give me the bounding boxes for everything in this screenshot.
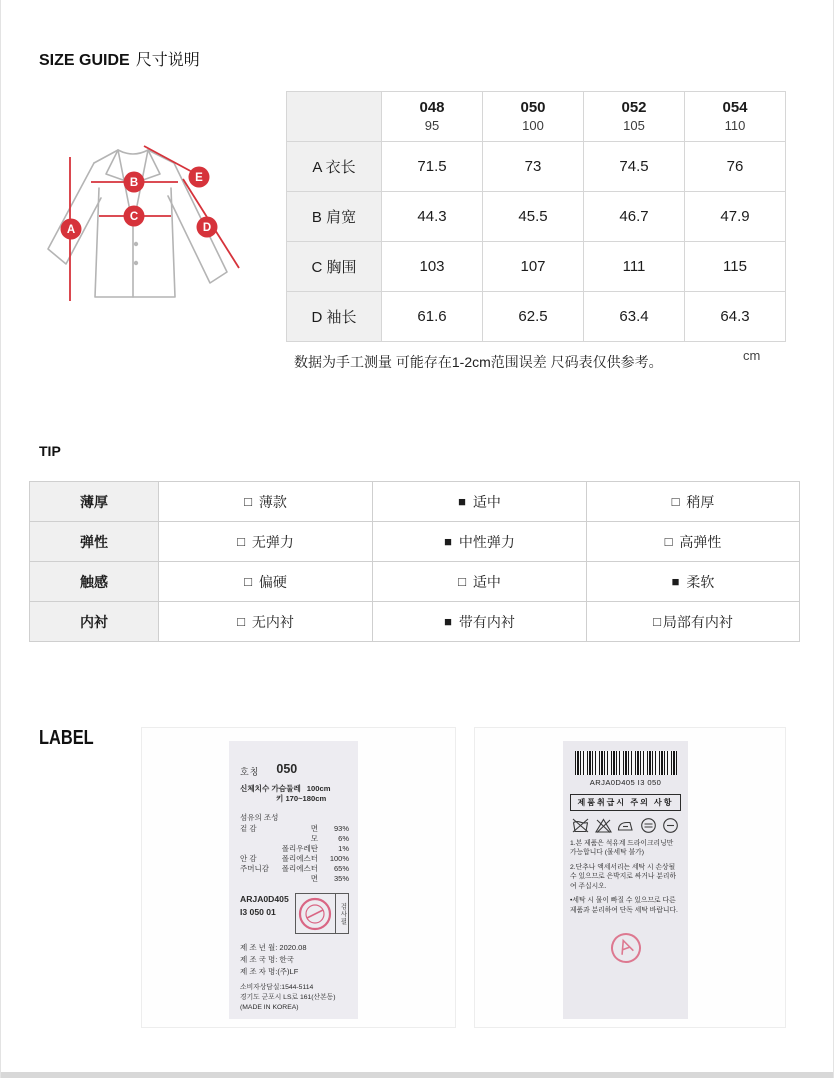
svg-text:D: D	[202, 222, 212, 234]
checkbox-checked-icon: ■	[671, 574, 680, 589]
care-label-photo-left	[141, 727, 456, 1028]
pink-logo-stamp-icon	[609, 931, 643, 965]
tip-row-label: 触感	[30, 562, 159, 602]
red-seal-stamp-icon	[297, 896, 333, 932]
checkbox-unchecked-icon: □	[244, 574, 252, 589]
size-value: 62.5	[483, 292, 584, 342]
checkbox-unchecked-icon: □	[664, 534, 673, 549]
inspection-passed-text: 검사필	[335, 894, 348, 933]
size-guide-heading-zh: 尺寸说明	[135, 52, 200, 69]
size-table-row	[287, 292, 786, 342]
row-label: D 袖长	[287, 292, 382, 342]
measure-badge-e	[189, 167, 210, 188]
care-line: •세탁 시 물이 빠질 수 있으므로 다른 제품과 분리하여 단독 세탁 바랍니다.	[570, 897, 678, 914]
care-instruction-tag	[563, 741, 688, 1019]
tip-heading: TIP	[39, 443, 61, 459]
tip-option: □ 稍厚	[587, 482, 800, 522]
tip-option: ■ 中性弹力	[373, 522, 587, 562]
size-table-row	[287, 192, 786, 242]
care-label-photo-right	[474, 727, 786, 1028]
tag-height-line: 키 170~180cm	[276, 794, 327, 804]
size-table-row	[287, 242, 786, 292]
dry-clean-petroleum-icon	[661, 817, 680, 834]
size-value: 44.3	[382, 192, 483, 242]
tip-row-thickness	[30, 482, 800, 522]
care-line: 2.단추나 액세서리는 세탁 시 손상될 수 있으므로 은박지로 싸거나 분리하여 주십시오.	[570, 863, 677, 890]
tip-row-lining	[30, 602, 800, 642]
measure-badge-c	[124, 206, 145, 227]
tip-table	[29, 481, 800, 642]
label-heading: LABEL	[39, 727, 94, 749]
tip-row-elasticity	[30, 522, 800, 562]
size-value: 64.3	[685, 292, 786, 342]
checkbox-checked-icon: ■	[444, 534, 452, 549]
checkbox-unchecked-icon: □	[237, 614, 245, 629]
tip-row-label: 弹性	[30, 522, 159, 562]
row-label: A 衣长	[287, 142, 382, 192]
care-symbols-row	[570, 817, 681, 834]
tip-option: □ 适中	[373, 562, 587, 602]
tag-composition-title: 섬유의 조성	[240, 813, 279, 823]
checkbox-unchecked-icon: □	[244, 494, 252, 509]
care-instructions	[570, 839, 681, 916]
svg-text:B: B	[129, 177, 139, 189]
size-value: 73	[483, 142, 584, 192]
size-table-row	[287, 142, 786, 192]
tag-composition-table: 겉 감 면 93% 모 6% 폴리우레탄 1% 안 감 폴리에스터 100% 주머니감 폴리에스터 65% 면 35%	[240, 823, 349, 884]
size-value: 46.7	[584, 192, 685, 242]
row-label: C 胸围	[287, 242, 382, 292]
size-value: 71.5	[382, 142, 483, 192]
no-bleach-icon	[594, 817, 613, 834]
size-guide-heading	[39, 47, 200, 70]
size-value: 111	[584, 242, 685, 292]
measure-badge-b	[124, 172, 145, 193]
checkbox-unchecked-icon: □	[237, 534, 245, 549]
dry-clean-icon	[639, 817, 658, 834]
size-col-050: 050 100	[483, 92, 584, 142]
tip-option: □ 局部有内衬	[587, 602, 800, 642]
size-value: 47.9	[685, 192, 786, 242]
size-value: 76	[685, 142, 786, 192]
size-value: 61.6	[382, 292, 483, 342]
size-value: 63.4	[584, 292, 685, 342]
checkbox-unchecked-icon: □	[671, 494, 680, 509]
jacket-measurement-diagram	[36, 133, 264, 319]
checkbox-unchecked-icon: □	[653, 614, 661, 629]
no-wash-icon	[571, 817, 590, 834]
tip-option: ■ 带有内衬	[373, 602, 587, 642]
size-spec-tag	[229, 741, 358, 1019]
care-line: 1.본 제품은 석유계 드라이크리닝만 가능합니다 (물세탁 불가)	[570, 839, 674, 857]
size-table-corner-cell	[287, 92, 382, 142]
row-label: B 肩宽	[287, 192, 382, 242]
inspection-stamp-box	[295, 893, 349, 934]
tip-row-touch	[30, 562, 800, 602]
tag-size-line: 호칭 050	[240, 762, 298, 777]
tip-option: □ 薄款	[159, 482, 373, 522]
tag-body-measure: 신체치수 가슴둘레 100cm	[240, 783, 331, 793]
size-col-054: 054 110	[685, 92, 786, 142]
size-guide-heading-en: SIZE GUIDE	[39, 52, 130, 69]
section-divider	[1, 1072, 833, 1078]
tag-contact-info: 소비자상담실:1544-5114 경기도 군포시 LS로 161(산본동) (MADE IN KOREA)	[240, 984, 336, 1011]
size-value: 115	[685, 242, 786, 292]
tip-row-label: 内衬	[30, 602, 159, 642]
svg-text:A: A	[66, 224, 76, 236]
iron-icon	[616, 817, 635, 834]
checkbox-unchecked-icon: □	[458, 574, 466, 589]
checkbox-checked-icon: ■	[458, 494, 466, 509]
care-title: 제품취급시 주의 사항	[570, 794, 681, 811]
size-value: 107	[483, 242, 584, 292]
size-value: 74.5	[584, 142, 685, 192]
measure-badge-a	[61, 219, 82, 240]
tip-option: ■ 适中	[373, 482, 587, 522]
checkbox-checked-icon: ■	[444, 614, 452, 629]
size-table	[286, 91, 786, 342]
tip-row-label: 薄厚	[30, 482, 159, 522]
size-value: 103	[382, 242, 483, 292]
barcode-text: ARJA0D405 I3 050	[589, 778, 662, 787]
measure-badge-d	[197, 217, 218, 238]
size-note: 数据为手工测量 可能存在1-2cm范围误差 尺码表仅供参考。	[294, 354, 663, 370]
tip-option: □ 无内衬	[159, 602, 373, 642]
unit-cm: cm	[743, 348, 761, 363]
tag-manufacture-info: 제 조 년 월: 2020.08 제 조 국 명: 한국 제 조 자 명:(주)LF	[240, 943, 307, 976]
tip-option: □ 无弹力	[159, 522, 373, 562]
size-col-048: 048 95	[382, 92, 483, 142]
size-col-052: 052 105	[584, 92, 685, 142]
barcode-icon	[575, 751, 677, 775]
size-table-header-row	[287, 92, 786, 142]
tag-item-code: ARJA0D405 I3 050 01	[240, 894, 289, 918]
svg-text:E: E	[195, 172, 203, 184]
size-value: 45.5	[483, 192, 584, 242]
tip-option: □ 偏硬	[159, 562, 373, 602]
tip-option: □ 高弹性	[587, 522, 800, 562]
tip-option: ■ 柔软	[587, 562, 800, 602]
svg-text:C: C	[129, 211, 139, 223]
